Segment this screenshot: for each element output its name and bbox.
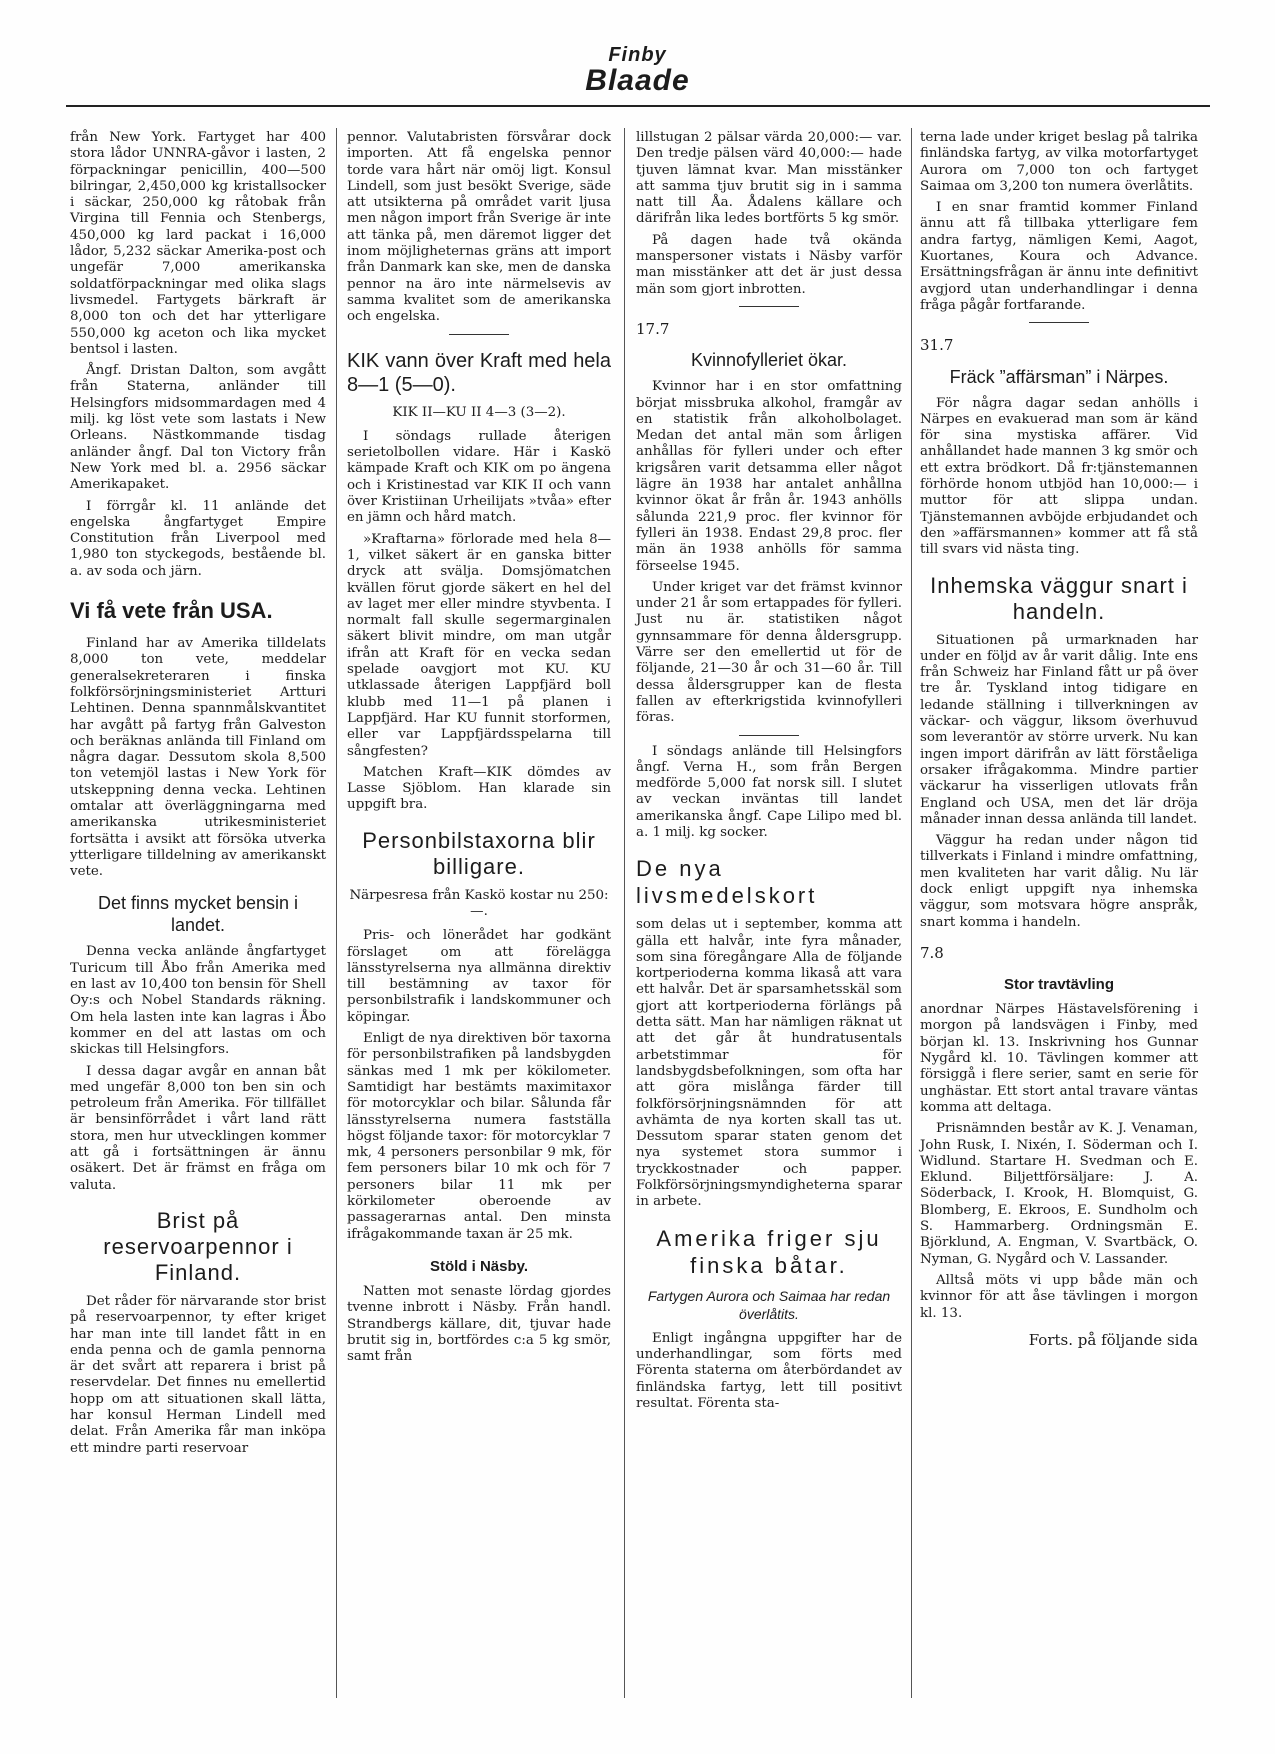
headline-vete: Vi få vete från USA. — [70, 598, 273, 624]
article-paragraph: från New York. Fartyget har 400 stora lådor UNNRA-gåvor i lasten, 2 förpackningar penicillin, 400—500 bilringar, 2,450,000 kg kristallsocker i säckar, 250,000 kg råtobak från Virgina till Fennia och Stenbergs, 450,000 kg lard packat i 16,000 lådor, 5,232 säckar Amerika-post och ungefär 7,000 amerikanska soldatförpackningar med olika slags livsmedel. Fartygets bärkraft är 8,000 ton och det har ytterligare 550,000 kg aceton och lika mycket bentsol i lasten. — [70, 130, 326, 357]
subheadline-kik: KIK II—KU II 4—3 (3—2). — [392, 404, 566, 420]
headline-vaggur: Inhemska väggur snart i handeln. — [930, 572, 1188, 624]
article-paragraph: Kvinnor har i en stor omfattning börjat missbruka alkohol, framgår av en statistik från alkoholbolaget. Medan det antal män som årligen anhållas för fylleri under och efter krigsåren varit detsamma eller något lägre än 1938 har antalet anhållna kvinnor ökat år från år. 1943 anhölls sålunda 221,9 proc. fler kvinnor för fylleri än 1938. Endast 29,8 proc. fler män än 1938 anhölls för samma förseelse 1945. — [636, 379, 902, 574]
article-paragraph: På dagen hade två okända manspersoner vistats i Näsby varför man misstänker att det är just dessa män som gjort inbrotten. — [636, 232, 902, 297]
column-3 — [636, 130, 902, 1417]
article-paragraph: Finland har av Amerika tilldelats 8,000 ton vete, meddelar generalsekreteraren i finska folkförsörjningsministeriet Artturi Lehtinen. Denna spannmålskvantitet har avgått på fartyg från Galveston och beräknas anlända till Finland om några dagar. Dessutom skola 8,500 ton vetemjöl lastas i New York för utskeppning denna vecka. Lehtinen omtalar att överläggningarna med amerikanska utrikesministeriet fortsätta i avsikt att försöka utverka ytterligare tilldelning av amerikanskt vete. — [70, 636, 326, 880]
article-paragraph: lillstugan 2 pälsar värda 20,000:— var. Den tredje pälsen värd 40,000:— hade tjuven lämnat kvar. Man misstänker att samma tjuv brutit sig in i samma natt till Åa. Ådalens källare och därifrån lika ledes bortförts 5 kg smör. — [636, 130, 902, 227]
masthead — [0, 44, 1275, 96]
divider — [449, 334, 509, 335]
headline-stold: Stöld i Näsby. — [429, 1257, 529, 1275]
article-paragraph: Natten mot senaste lördag gjordes tvenne inbrott i Näsby. Från handl. Strandbergs källare, dit, tjuvar hade brutit sig in, bortfördes c:a 5 kg smör, samt från — [347, 1283, 611, 1365]
article-paragraph: Alltså möts vi upp både män och kvinnor för att åse tävlingen i morgon kl. 13. — [920, 1272, 1198, 1321]
article-paragraph: I söndags rullade återigen serietolbollen vidare. Här i Kaskö kämpade Kraft och KIK om po ängena och i Kristinestad var KIK II och vann över Kristiinan Urheilijats »tvåa» efter en jämn och hård match. — [347, 428, 611, 526]
masthead-rule — [66, 105, 1210, 107]
article-paragraph: »Kraftarna» förlorade med hela 8—1, vilket säkert är en ganska bitter dryck att svälja. Domsjömatchen kvällen förut gjorde säkert en hel del av laget mer eller mindre styvbenta. I normalt fall skulle segermarginalen säkert blivit mindre, om man utgår ifrån att Kraft för en vecka sedan spelade oavgjort mot KU. KU utklassade återigen Lappfjärd boll klubb med 11—1 på planen i Lappfjärd. Har KU funnit storformen, eller var Lappfjärdsspelarna till sångfesten? — [347, 531, 611, 759]
article-paragraph: Prisnämnden består av K. J. Venaman, John Rusk, I. Nixén, I. Söderman och I. Widlund. Startare H. Svedman och E. Eklund. Biljettförsäljare: J. A. Söderback, I. Krook, H. Blomquist, G. Blomberg, E. Ekroos, E. Sundholm och S. Hammarberg. Ordningsmän E. Björklund, A. Engman, V. Svartbäck, O. Nyman, G. Nygård och V. Lassander. — [920, 1121, 1198, 1267]
column-4 — [920, 130, 1198, 1348]
article-paragraph: Matchen Kraft—KIK dömdes av Lasse Sjöblom. Han klarade sin uppgift bra. — [347, 764, 611, 813]
column-divider-3 — [911, 128, 912, 1698]
masthead-title-top: Finby — [608, 44, 667, 66]
column-1 — [70, 130, 326, 1462]
article-paragraph: Väggur ha redan under någon tid tillverkats i Finland i mindre omfattning, men kvaliteten har varit dålig. Nu lär dock enligt uppgift nya inhemska väggur, som motsvara högre anspråk, snart komma i handeln. — [920, 833, 1198, 930]
column-divider-2 — [624, 128, 625, 1698]
article-paragraph: Pris- och lönerådet har godkänt förslaget om att förelägga länsstyrelserna nya allmänna direktiv till bestämning av taxor för personbilstrafik i landskommuner och köpingar. — [347, 928, 611, 1025]
article-paragraph: Ångf. Dristan Dalton, som avgått från Staterna, anländer till Helsingfors midsommardagen med 4 milj. kg löst vete som lastats i New Orleans. Nästkommande tisdag anländer ångf. Dal ton Victory från New York med bl. a. 2956 säckar Amerikapaket. — [70, 363, 326, 493]
divider — [1029, 322, 1089, 323]
date-label: 31.7 — [920, 336, 954, 355]
headline-amerika-friger: Amerika friger sju finska båtar. — [656, 1225, 882, 1278]
divider — [739, 306, 799, 307]
subheadline-taxor: Närpesresa från Kaskö kostar nu 250:—. — [349, 887, 609, 919]
headline-frack-affarsman: Fräck ”affärsman” i Närpes. — [949, 366, 1169, 387]
headline-kik: KIK vann över Kraft med hela 8—1 (5—0). — [347, 349, 611, 396]
article-paragraph: terna lade under kriget beslag på talrika finländska fartyg, av vilka motorfartyget Aurora om 7,000 ton och fartyget Saimaa om 3,200 ton numera överlåtits. — [920, 130, 1198, 194]
headline-kvinnofylleriet: Kvinnofylleriet ökar. — [690, 350, 848, 371]
article-paragraph: Enligt de nya direktiven bör taxorna för personbilstrafiken på landsbygden sänkas med 1 mk per kökilometer. Samtidigt har bestämts maximitaxor för motorcyklar och bilar. Sålunda får länsstyrelserna numera fastställa högst följande taxor: för motorcyklar 7 mk, 4 personers personbilar 9 mk, för fem personers bilar 10 mk och för 7 personers bilar 11 mk per körkilometer oberoende av passagerarnas antal. Den minsta ifrågakommande taxan är 25 mk. — [347, 1031, 611, 1242]
masthead-title-bottom: Blaade — [585, 64, 690, 97]
article-paragraph: I dessa dagar avgår en annan båt med ungefär 8,000 ton ben sin och petroleum från Amerika. För tillfället är bensinförrådet i vårt land rätt stora, men hur utvecklingen kommer att gå i fortsättningen är ännu osäkert. Det är främst en fråga om valuta. — [70, 1063, 326, 1193]
article-paragraph: Situationen på urmarknaden har under en följd av år varit dålig. Inte ens från Schweiz har Finland fått ur på över tre år. Tyskland intog tidigare en ledande ställning i tillverkningen av väckar- och väggur, liksom överhuvud som leverantör av större urverk. Nu kan ingen import därifrån av lätt förståeliga orsaker ifrågakomma. Mindre partier väckarur ha visserligen utlovats från England och USA, men det lär dröja månader innan dessa anlända till landet. — [920, 632, 1198, 827]
article-paragraph: I förrgår kl. 11 anlände det engelska ångfartyget Empire Constitution från Liverpool med 1,980 ton styckegods, bestående bl. a. av soda och järn. — [70, 498, 326, 579]
date-label: 17.7 — [636, 319, 670, 338]
article-paragraph: Det råder för närvarande stor brist på reservoarpennor, ty efter kriget har man inte till landet fått in en enda penna och de gamla pennorna är det svårt att reparera i brist på reservdelar. Det finnes nu emellertid hopp om att situationen skall lätta, har konsul Herman Lindell med delat. Från Amerika får man inköpa ett mindre parti reservoar — [70, 1293, 326, 1456]
headline-travtavling: Stor travtävling — [1003, 976, 1115, 994]
subheadline-fartygen: Fartygen Aurora och Saimaa har redan överlåtits. — [647, 1287, 891, 1322]
headline-reservoarpennor: Brist på reservoarpennor i Finland. — [103, 1207, 293, 1285]
article-paragraph: pennor. Valutabristen försvårar dock importen. Att få engelska pennor torde vara hårt när omöj ligt. Konsul Lindell, som just besökt Sverige, säde att utsikterna på området varit ljusa men någon import från Sverige är inte att tänka på, men däremot ligger det inom möjligheternas gräns att import från Danmark kan ske, men de danska pennor na äro inte närmelsevis av samma kvalitet som de amerikanska och engelska. — [347, 130, 611, 325]
article-paragraph: I en snar framtid kommer Finland ännu att få tillbaka ytterligare fem andra fartyg, nämligen Kemi, Aagot, Kuortanes, Koura och Advance. Ersättningsfrågan är ännu inte definitivt avgjord utan underhandlingar i denna fråga pågår fortfarande. — [920, 200, 1198, 313]
headline-livsmedelskort: De nya livsmedelskort — [636, 856, 818, 909]
article-paragraph: Denna vecka anlände ångfartyget Turicum till Åbo från Amerika med en last av 10,400 ton bensin för Shell Oy:s och Nobel Standards räkning. Om hela lasten inte kan lagras i Åbo kommer en del att lastas om och skickas till Helsingfors. — [70, 944, 326, 1058]
headline-bensin: Det finns mycket bensin i landet. — [97, 893, 299, 936]
article-paragraph: Enligt ingångna uppgifter har de underhandlingar, som förts med Förenta staterna om återbördandet av finländska fartyg, lett till positivt resultat. Förenta sta- — [636, 1330, 902, 1411]
article-paragraph: I söndags anlände till Helsingfors ångf. Verna H., som från Bergen medförde 5,000 fat norsk sill. I slutet av veckan inväntas till landet amerikanska ångf. Cape Lilipo med bl. a. 1 milj. kg socker. — [636, 743, 902, 840]
article-paragraph: som delas ut i september, komma att gälla ett halvår, inte fyra månader, som sina föregångare Alla de följande kortperioderna komma likaså att vara ett halvår. Det är sparsamhetsskäl som gjort att kortperioderna förlängs på detta sätt. Man har nämligen räknat ut att det går åt hundratusentals arbetstimmar för landsbygdsbefolkningen, som ofta har att göra mislånga färder till folkförsörjningsnämnden för att avhämta de nya korten skall tas ut. Dessutom sparar staten genom det nya systemet stora summor i tryckkostnader och papper. Folkförsörjningsmyndigheterna sparar in arbete. — [636, 917, 902, 1210]
divider — [739, 735, 799, 736]
article-paragraph: Under kriget var det främst kvinnor under 21 år som ertappades för fylleri. Just nu är. statistiken något gynnsammare för denna åldersgrupp. Värre ser den emellertid ut för de följande, 21—30 år och 31—60 år. Till dessa åldersgrupper kan de flesta fallen av efterkrigstida kvinnofylleri föras. — [636, 579, 902, 726]
column-divider-1 — [336, 128, 337, 1698]
column-2 — [347, 130, 611, 1370]
continued-note: Forts. på följande sida — [1028, 1330, 1198, 1349]
article-paragraph: anordnar Närpes Hästavelsförening i morgon på landsvägen i Finby, med början kl. 13. Inskrivning hos Gunnar Nygård kl. 10. Tävlingen kommer att försiggå i flere serier, samt en serie för unghästar. Ett stort antal travare väntas komma att deltaga. — [920, 1002, 1198, 1115]
article-paragraph: För några dagar sedan anhölls i Närpes en evakuerad man som är känd för sina mystiska affärer. Vid anhållandet hade mannen 3 kg smör och ett extra brödkort. Då fr:tjänstemannen förhörde honom utbjöd han 10,000:— i muttor för att slippa undan. Tjänstemannen avböjde erbjudandet och den »affärsmannen» kommer att få stå till svars vid nästa ting. — [920, 395, 1198, 558]
date-label: 7.8 — [920, 943, 944, 962]
headline-personbilstaxorna: Personbilstaxorna blir billigare. — [362, 827, 596, 879]
